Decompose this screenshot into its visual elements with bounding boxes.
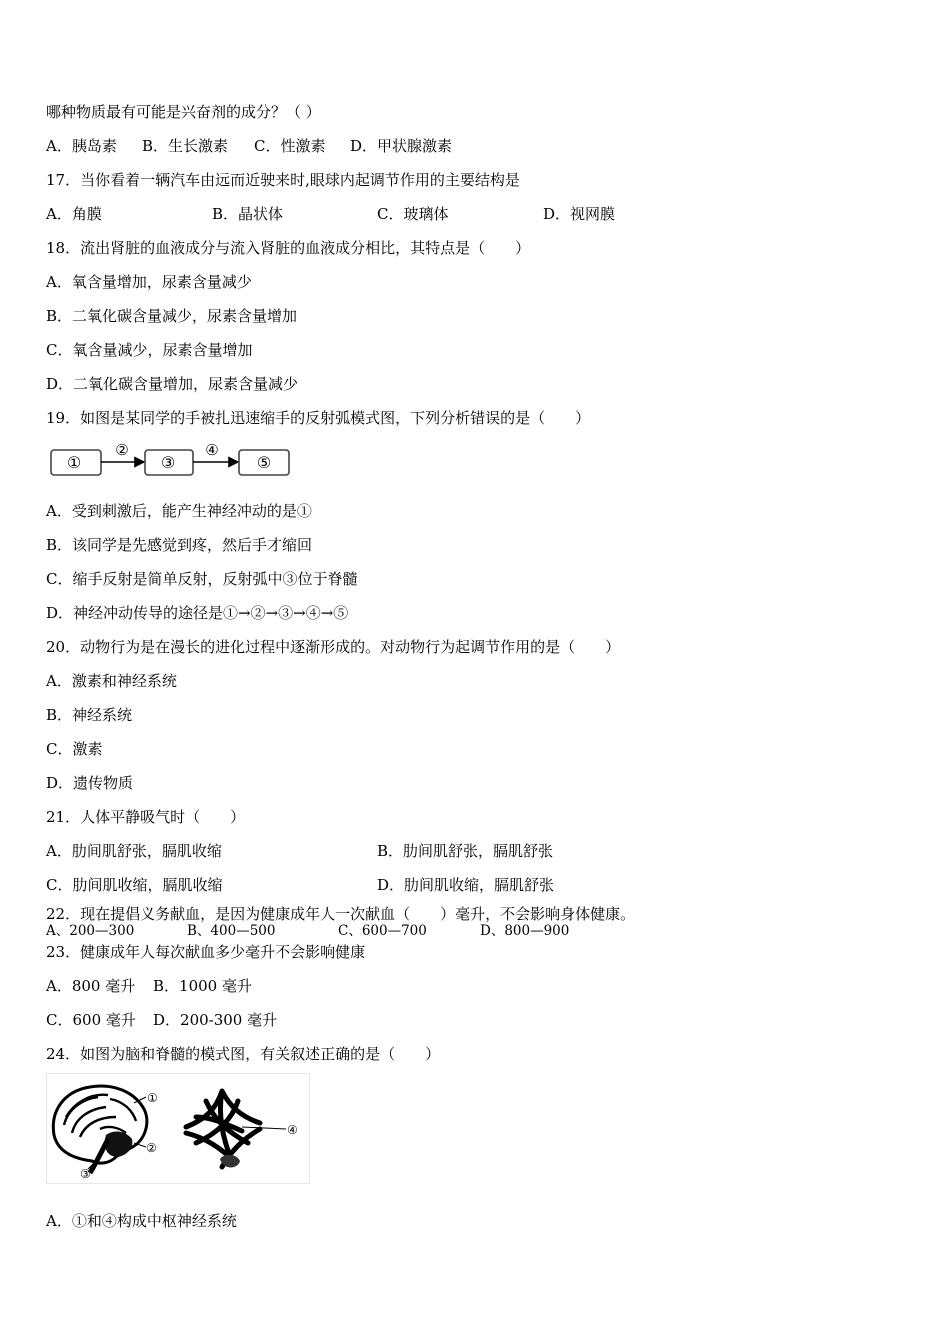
q21-option-c: C．肋间肌收缩，膈肌收缩 [46, 876, 223, 894]
q18-option-c: C．氧含量减少，尿素含量增加 [46, 341, 253, 359]
brain-spinal-cord-diagram [46, 1073, 312, 1185]
q22-option-d: D、800—900 [480, 923, 570, 939]
q20-option-b: B．神经系统 [46, 706, 133, 724]
q19-option-c: C．缩手反射是简单反射，反射弧中③位于脊髓 [46, 570, 358, 588]
q21-option-d: D．肋间肌收缩，膈肌舒张 [377, 876, 555, 894]
label-2: ② [146, 1141, 157, 1155]
q18-stem: 18．流出肾脏的血液成分与流入肾脏的血液成分相比，其特点是（ ） [46, 239, 531, 257]
q24-option-a: A．①和④构成中枢神经系统 [46, 1212, 237, 1230]
q18-option-a: A．氧含量增加，尿素含量减少 [46, 273, 252, 291]
q20-option-d: D．遗传物质 [46, 774, 134, 792]
q17-option-d: D．视网膜 [543, 205, 616, 223]
arrow2-label: ④ [205, 441, 219, 459]
q20-option-a: A．激素和神经系统 [46, 672, 177, 690]
q20-option-c: C．激素 [46, 740, 103, 758]
q24-stem: 24．如图为脑和脊髓的模式图，有关叙述正确的是（ ） [46, 1045, 441, 1063]
q21-option-b: B．肋间肌舒张，膈肌舒张 [377, 842, 554, 860]
q22-option-c: C、600—700 [338, 923, 427, 939]
q21-option-a: A．肋间肌舒张，膈肌收缩 [46, 842, 222, 860]
q16-option-d: D．甲状腺激素 [350, 137, 453, 155]
arrow1-label: ② [115, 441, 129, 459]
q19-option-a: A．受到刺激后，能产生神经冲动的是① [46, 502, 312, 520]
q19-stem: 19．如图是某同学的手被扎迅速缩手的反射弧模式图，下列分析错误的是（ ） [46, 409, 591, 427]
q23-stem: 23．健康成年人每次献血多少毫升不会影响健康 [46, 943, 366, 961]
q23-option-d: D．200-300 毫升 [153, 1011, 278, 1029]
box2-label: ③ [160, 453, 176, 472]
reflex-arc-diagram [46, 438, 296, 480]
q17-option-a: A．角膜 [46, 205, 102, 223]
q21-stem: 21．人体平静吸气时（ ） [46, 808, 246, 826]
label-4: ④ [287, 1123, 298, 1137]
box3-label: ⑤ [256, 453, 272, 472]
box1-label: ① [66, 453, 82, 472]
q19-option-d: D．神经冲动传导的途径是①→②→③→④→⑤ [46, 604, 349, 622]
q22-stem: 22．现在提倡义务献血，是因为健康成年人一次献血（ ）毫升，不会影响身体健康。 [46, 905, 636, 923]
q19-option-b: B．该同学是先感觉到疼，然后手才缩回 [46, 536, 313, 554]
q17-stem: 17．当你看着一辆汽车由远而近驶来时,眼球内起调节作用的主要结构是 [46, 171, 520, 189]
q17-option-b: B．晶状体 [212, 205, 284, 223]
q23-option-b: B．1000 毫升 [153, 977, 252, 995]
label-3: ③ [80, 1167, 91, 1181]
q20-stem: 20．动物行为是在漫长的进化过程中逐渐形成的。对动物行为起调节作用的是（ ） [46, 638, 621, 656]
q18-option-b: B．二氧化碳含量减少，尿素含量增加 [46, 307, 298, 325]
q22-option-b: B、400—500 [187, 923, 276, 939]
q23-option-a: A．800 毫升 [46, 977, 136, 995]
q22-option-a: A、200—300 [46, 923, 135, 939]
q16-option-a: A．胰岛素 [46, 137, 117, 155]
label-1: ① [147, 1091, 158, 1105]
q23-option-c: C．600 毫升 [46, 1011, 136, 1029]
q18-option-d: D．二氧化碳含量增加，尿素含量减少 [46, 375, 299, 393]
q16-option-c: C．性激素 [254, 137, 326, 155]
q16-stem: 哪种物质最有可能是兴奋剂的成分？（ ） [46, 103, 321, 121]
q17-option-c: C．玻璃体 [377, 205, 449, 223]
q16-option-b: B．生长激素 [142, 137, 229, 155]
